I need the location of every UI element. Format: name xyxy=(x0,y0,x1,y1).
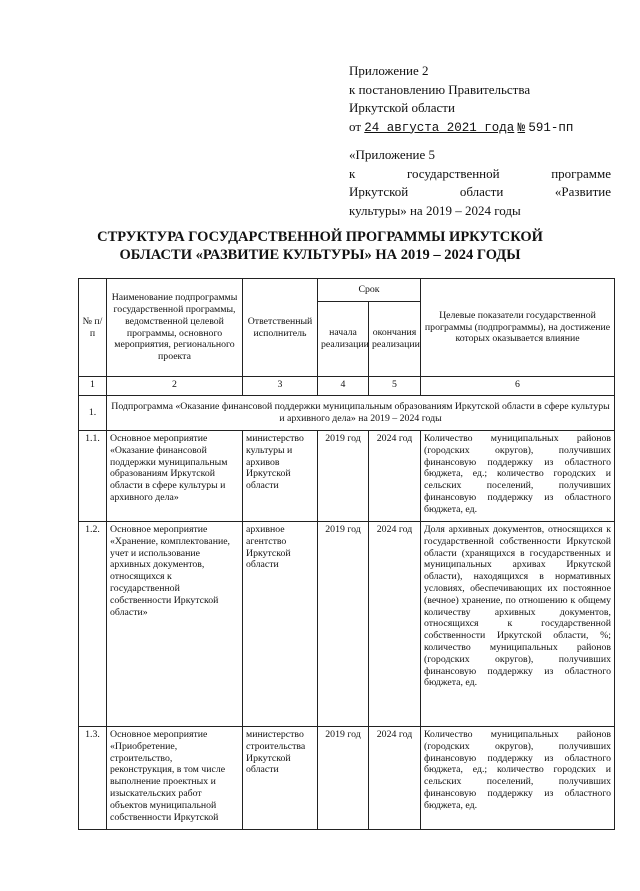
col-number: 6 xyxy=(421,377,615,396)
header-row xyxy=(79,279,615,302)
header-targets: Целевые показатели государственной программы (подпрограммы), на достижение которых оказывается влияние xyxy=(421,279,615,377)
row-end: 2024 год xyxy=(369,431,421,522)
appendix-5-block xyxy=(349,146,611,220)
table-row xyxy=(79,727,615,830)
row-num: 1.1. xyxy=(79,431,107,522)
table-row xyxy=(79,522,615,727)
word: программе xyxy=(551,165,611,181)
appendix-5-line-3 xyxy=(349,183,611,202)
row-start: 2019 год xyxy=(318,431,369,522)
row-targets: Количество муниципальных районов (городских округов), получивших финансовую поддержку из областного бюджета, ед.; количество городских и сельских поселений, получивших финансовую поддержку из областного бюджета, ед. xyxy=(421,431,615,522)
col-number: 3 xyxy=(243,377,318,396)
appendix-5-line-4: культуры» на 2019 – 2024 годы xyxy=(349,202,521,218)
row-num: 1.3. xyxy=(79,727,107,830)
row-name: Основное мероприятие «Оказание финансовой поддержки муниципальным образованиям Иркутской области в сфере культуры и архивного дела» xyxy=(107,431,243,522)
section-num: 1. xyxy=(79,396,107,431)
header-responsible: Ответственный исполнитель xyxy=(243,279,318,377)
appendix-block xyxy=(349,62,611,137)
appendix-line-1: Приложение 2 xyxy=(349,63,429,78)
appendix-5-line-2 xyxy=(349,165,611,184)
col-number: 2 xyxy=(107,377,243,396)
document-title xyxy=(60,228,580,264)
appendix-line-3: Иркутской области xyxy=(349,100,455,115)
row-targets: Доля архивных документов, относящихся к государственной собственности Иркутской области (хранящихся в государственных и муниципальных архивах Иркутской области), находящихся в нормативных условиях, обеспечивающих их постоянное (вечное) хранение, по отношению к общему количеству архивных документов, относящихся к государственной собственности Иркутской области, %; количество муниципальных районов (городских округов), получивших финансовую поддержку из областного бюджета, ед. xyxy=(421,522,615,727)
row-start: 2019 год xyxy=(318,522,369,727)
title-line-1: СТРУКТУРА ГОСУДАРСТВЕННОЙ ПРОГРАММЫ ИРКУТСКОЙ xyxy=(97,229,543,245)
row-responsible: архивное агентство Иркутской области xyxy=(243,522,318,727)
date-value: 24 августа 2021 года xyxy=(364,120,515,135)
word: Иркутской xyxy=(349,184,409,199)
row-responsible: министерство строительства Иркутской области xyxy=(243,727,318,830)
row-name: Основное мероприятие «Хранение, комплектование, учет и использование архивных документов, относящихся к государственной собственности Иркутской области» xyxy=(107,522,243,727)
title-line-2: ОБЛАСТИ «РАЗВИТИЕ КУЛЬТУРЫ» НА 2019 – 2024 ГОДЫ xyxy=(119,247,521,263)
header-end: окончания реализации xyxy=(369,302,421,377)
appendix-date-line xyxy=(349,118,611,138)
program-structure-table xyxy=(78,278,615,830)
word: государственной xyxy=(406,165,500,181)
section-title: Подпрограмма «Оказание финансовой поддержки муниципальным образованиям Иркутской области в сфере культуры и архивного дела» на 2019 – 2024 годы xyxy=(107,396,615,431)
word: области xyxy=(459,184,504,199)
row-start: 2019 год xyxy=(318,727,369,830)
table-row xyxy=(79,431,615,522)
header-num: № п/п xyxy=(79,279,107,377)
appendix-5-line-1: «Приложение 5 xyxy=(349,147,436,162)
decree-number: 591-пп xyxy=(528,120,574,135)
header-term: Срок xyxy=(318,279,421,302)
number-sign: № xyxy=(517,120,526,135)
column-numbers-row xyxy=(79,377,615,396)
row-end: 2024 год xyxy=(369,522,421,727)
row-targets: Количество муниципальных районов (городских округов), получивших финансовую поддержку из областного бюджета, ед.; количество городских и сельских поселений, получивших финансовую поддержку из областного бюджета, ед. xyxy=(421,727,615,830)
col-number: 4 xyxy=(318,377,369,396)
col-number: 1 xyxy=(79,377,107,396)
row-responsible: министерство культуры и архивов Иркутской области xyxy=(243,431,318,522)
row-name: Основное мероприятие «Приобретение, строительство, реконструкция, в том числе выполнение проектных и изыскательских работ объектов муниципальной собственности Иркутской xyxy=(107,727,243,830)
word: к xyxy=(349,165,356,181)
header-name: Наименование подпрограммы государственной программы, ведомственной целевой программы, основного мероприятия, регионального проекта xyxy=(107,279,243,377)
row-num: 1.2. xyxy=(79,522,107,727)
section-row xyxy=(79,396,615,431)
date-prefix: от xyxy=(349,118,362,134)
col-number: 5 xyxy=(369,377,421,396)
row-end: 2024 год xyxy=(369,727,421,830)
appendix-line-2: к постановлению Правительства xyxy=(349,81,531,97)
word: «Развитие xyxy=(554,184,612,199)
header-start: начала реализации xyxy=(318,302,369,377)
